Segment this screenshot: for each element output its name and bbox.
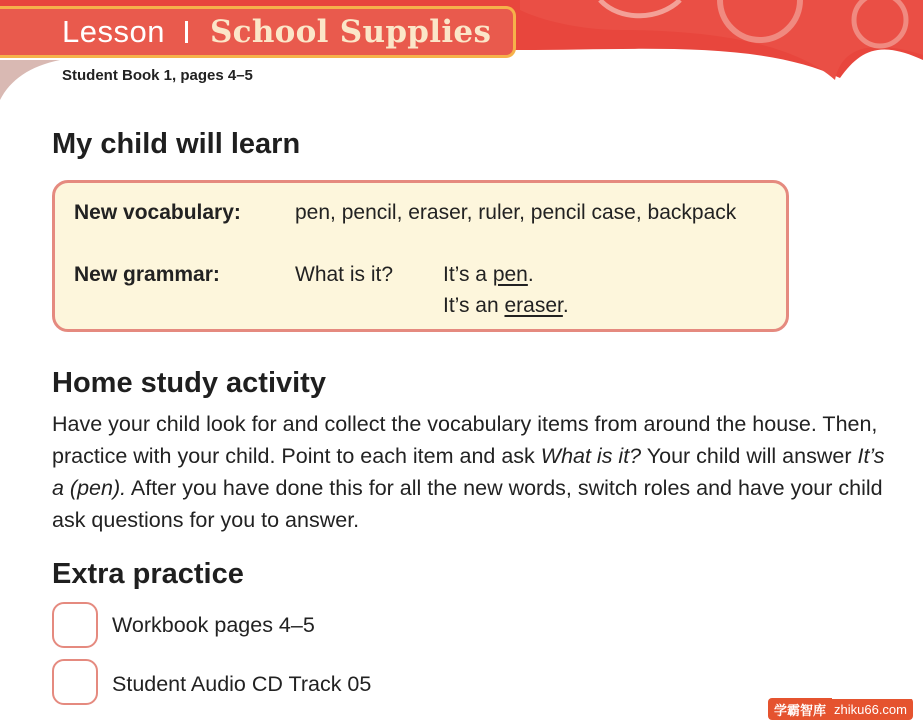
workbook-label: Workbook pages 4–5 xyxy=(112,613,315,637)
audio-cd-label: Student Audio CD Track 05 xyxy=(112,672,372,696)
grammar-label: New grammar: xyxy=(74,263,220,286)
workbook-checkbox[interactable] xyxy=(52,602,98,648)
lesson-label: Lesson xyxy=(62,14,165,49)
grammar-answer-1: It’s a pen. xyxy=(443,263,534,286)
watermark-cn: 学霸智库 xyxy=(768,698,832,720)
learn-heading: My child will learn xyxy=(52,128,301,160)
book-reference: Student Book 1, pages 4–5 xyxy=(62,67,253,84)
watermark-url: zhiku66.com xyxy=(832,699,913,720)
vocab-label: New vocabulary: xyxy=(74,201,241,224)
watermark xyxy=(768,698,913,720)
home-paragraph: Have your child look for and collect the vocabulary items from around the house. Then, practice with your child. Point to each item and ask What is it? Your child will answer It’s a (pen). After you have done this for all the new words, switch roles and have your child ask questions for you to answer. xyxy=(52,412,885,532)
grammar-answer-2: It’s an eraser. xyxy=(443,294,569,317)
lesson-banner xyxy=(0,6,516,58)
extra-heading: Extra practice xyxy=(52,558,244,590)
vocab-text: pen, pencil, eraser, ruler, pencil case, backpack xyxy=(295,201,737,224)
audio-cd-checkbox[interactable] xyxy=(52,659,98,705)
home-heading: Home study activity xyxy=(52,367,326,399)
grammar-question: What is it? xyxy=(295,263,394,286)
learn-box xyxy=(52,180,789,332)
lesson-number xyxy=(185,21,188,43)
lesson-title: School Supplies xyxy=(209,14,492,50)
